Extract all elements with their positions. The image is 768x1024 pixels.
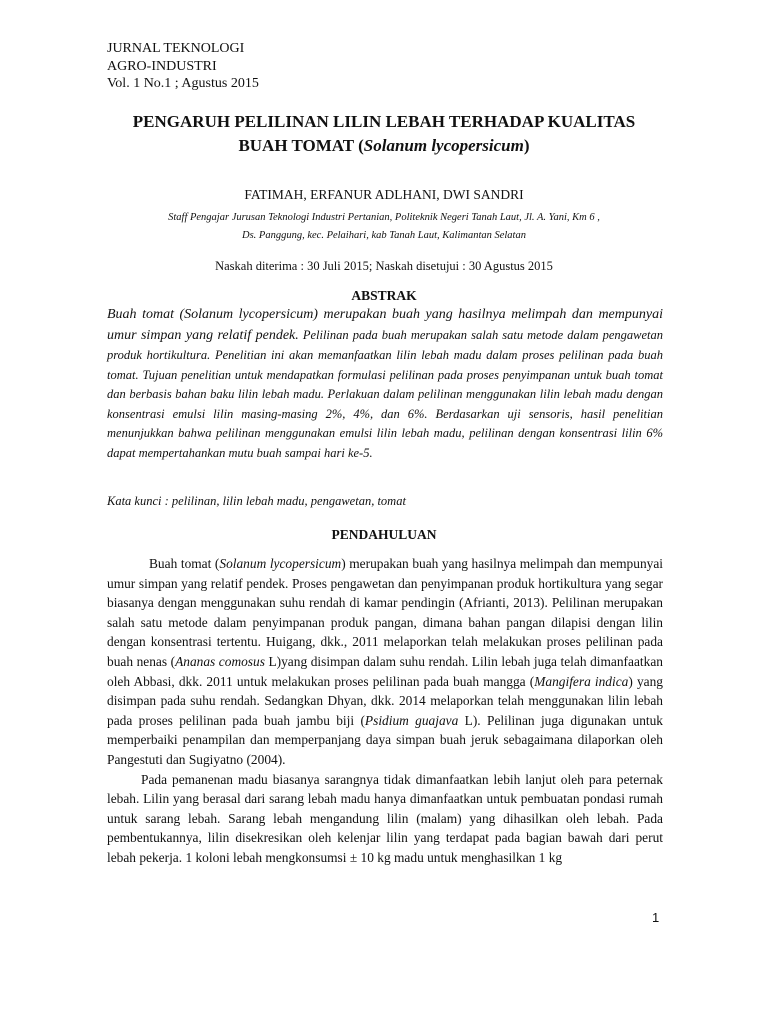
introduction-body: [107, 554, 663, 868]
affiliation-line2: Ds. Panggung, kec. Pelaihari, kab Tanah Laut, Kalimantan Selatan: [242, 230, 526, 241]
title-line2-text: BUAH TOMAT (: [238, 136, 364, 155]
paragraph-1-text: Buah tomat (: [149, 556, 220, 571]
paragraph-1-text: ) yang disimpan pada suhu rendah. Sedangkan Dhyan, dkk. 2014 melaporkan telah menggunakan lilin lebah pada proses pelilinan pada buah jambu biji (: [107, 673, 663, 728]
journal-name-line1: JURNAL TEKNOLOGI: [107, 41, 245, 56]
journal-name-line2: AGRO-INDUSTRI: [107, 58, 217, 74]
species-name: Solanum lycopersicum: [219, 556, 342, 571]
abstract-body: [107, 304, 663, 463]
abstract-lead: Buah tomat (Solanum lycopersicum) merupakan buah yang hasilnya melimpah dan mempunyai umur simpan yang relatif pendek.: [107, 307, 663, 343]
affiliation-line1: Staff Pengajar Jurusan Teknologi Industri Pertanian, Politeknik Negeri Tanah Laut, Jl. A. Yani, Km 6 ,: [168, 212, 600, 223]
section-heading: PENDAHULUAN: [331, 527, 437, 542]
paragraph-1-text: ) merupakan buah yang hasilnya melimpah dan mempunyai umur simpan yang relatif pendek. Proses pengawetan dan penyimpanan produk hortikultura yang segar biasanya dengan menggunakan suhu rendah di kamar pendingin (Afrianti, 2013). Pelilinan merupakan salah satu metode dalam penyimpanan produk pangan, dimana bahan pangan dilapisi dengan lilin dengan konsentrasi tertentu. Huigang, dkk., 2011 melaporkan telah melakukan proses pelilinan pada buah nenas (: [107, 556, 663, 669]
paragraph-1-text: L). Pelilinan juga digunakan untuk memperbaiki penampilan dan memperpanjang daya simpan buah jeruk sebagaimana dilaporkan oleh Pangestuti dan Sugiyatno (2004).: [107, 712, 664, 767]
paragraph-2: Pada pemanenan madu biasanya sarangnya tidak dimanfaatkan lebih lanjut oleh para peternak lebah. Lilin yang berasal dari sarang lebah madu hanya dimanfaatkan untuk pembuatan pondasi rumah untuk sarang lebah. Sarang lebah mengandung lilin (malam) yang dihasilkan oleh lebah. Pada pembentukannya, lilin disekresikan oleh kelenjar lilin yang terdapat pada bagian bawah dari perut lebah pekerja. 1 koloni lebah mengkonsumsi ± 10 kg madu untuk menghasilkan 1 kg: [107, 771, 663, 865]
title-line1: PENGARUH PELILINAN LILIN LEBAH TERHADAP KUALITAS: [132, 112, 636, 131]
species-name: Mangifera indica: [534, 673, 629, 689]
journal-volume: Vol. 1 No.1 ; Agustus 2015: [107, 76, 259, 91]
page-number: 1: [652, 910, 660, 925]
keywords: Kata kunci : pelilinan, lilin lebah madu, pengawetan, tomat: [107, 494, 406, 508]
title-species: Solanum lycopersicum: [363, 136, 524, 155]
species-name: Ananas comosus: [175, 653, 265, 669]
journal-header: [107, 40, 259, 93]
species-name: Psidium guajava: [364, 712, 459, 728]
paper-title: [60, 110, 708, 158]
affiliation: [0, 209, 768, 245]
abstract-rest: Pelilinan pada buah merupakan salah satu metode dalam pengawetan produk hortikultura. Penelitian ini akan memanfaatkan lilin lebah madu dalam proses pelilinan pada buah tomat. Tujuan penelitian untuk mendapatkan formulasi pelilinan pada proses penyimpanan untuk buah tomat dan berbasis bahan baku lilin lebah madu. Perlakuan dalam pelilinan menggunakan lilin lebah madu dengan konsentrasi emulsi lilin masing-masing 2%, 4%, dan 6%. Berdasarkan uji sensoris, hasil penelitian menunjukkan bahwa pelilinan menggunakan emulsi lilin lebah madu, pelilinan dengan konsentrasi lilin 6% dapat mempertahankan mutu buah sampai hari ke-5.: [107, 328, 663, 460]
title-line2-close: ): [523, 136, 530, 155]
submission-dates: Naskah diterima : 30 Juli 2015; Naskah disetujui : 30 Agustus 2015: [215, 259, 553, 273]
abstract-heading: ABSTRAK: [351, 288, 417, 303]
author-list: FATIMAH, ERFANUR ADLHANI, DWI SANDRI: [244, 187, 524, 202]
title-line2: [60, 134, 708, 158]
paragraph-1-text: L)yang disimpan dalam suhu rendah. Lilin lebah juga telah dimanfaatkan oleh Abbasi, dkk. 2011 untuk melakukan proses pelilinan pada buah mangga (: [107, 653, 663, 689]
paragraph-1: [107, 554, 663, 770]
